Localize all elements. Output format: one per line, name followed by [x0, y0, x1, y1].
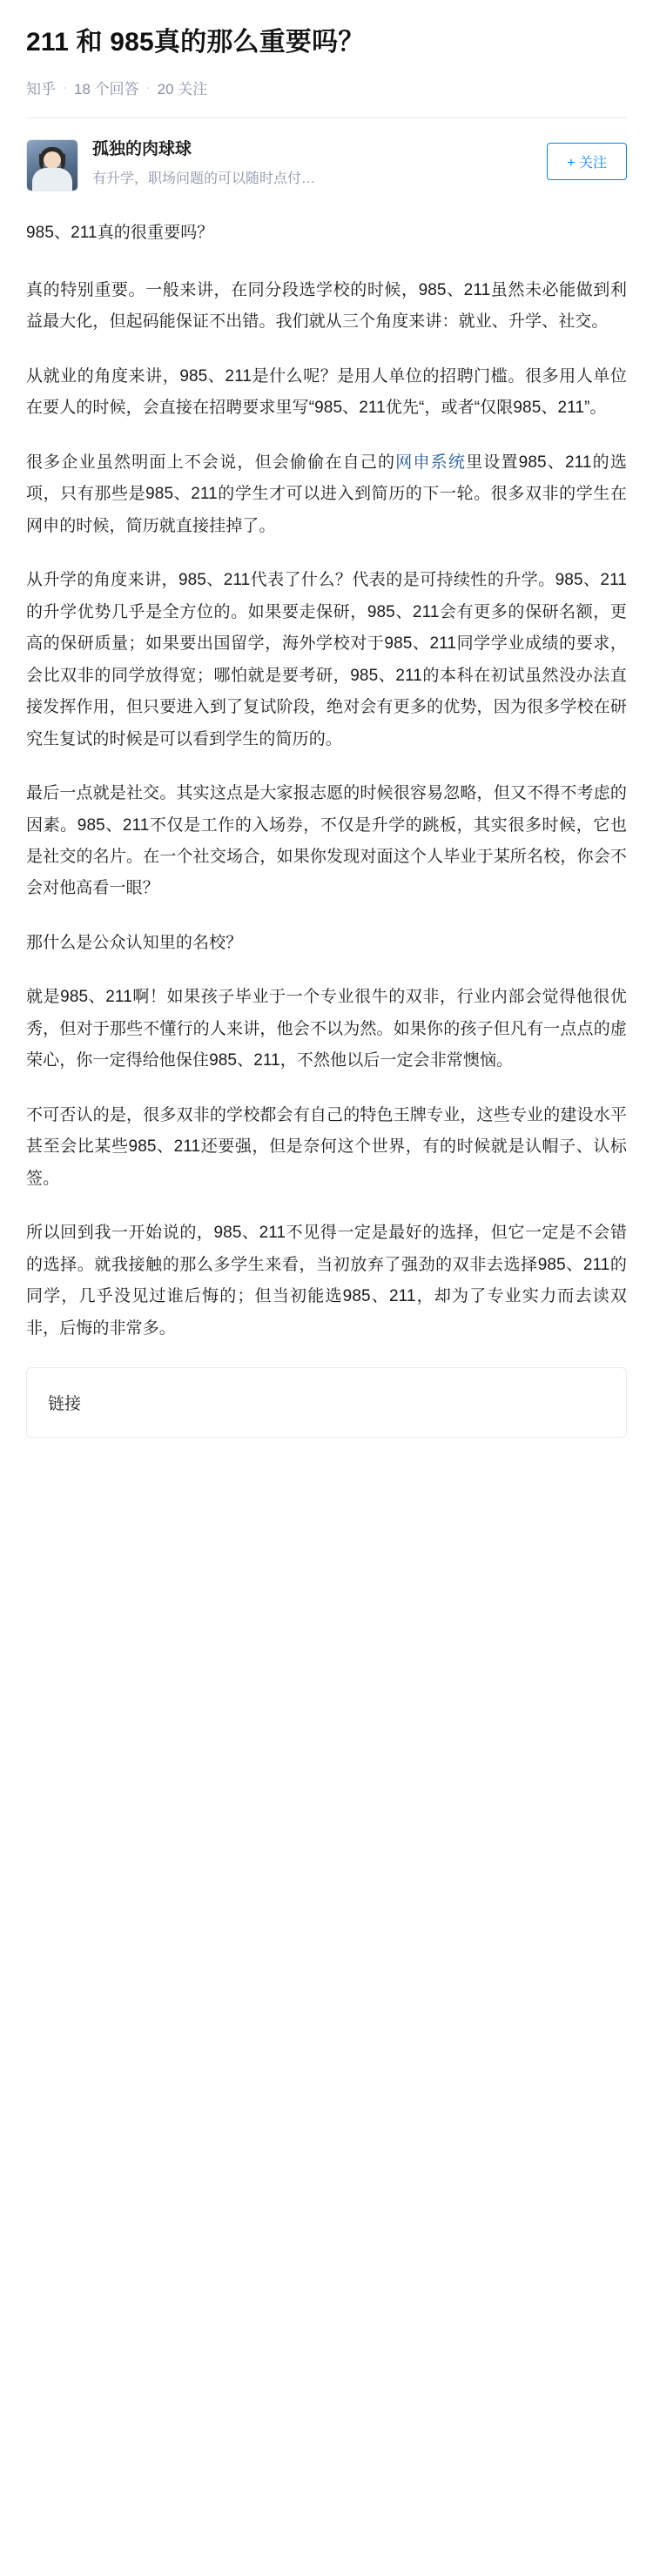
paragraph: 不可否认的是，很多双非的学校都会有自己的特色王牌专业，这些专业的建设水平甚至会比某些985、211还要强，但是奈何这个世界，有的时候就是认帽子、认标签。 [26, 1105, 627, 1188]
paragraph: 就是985、211啊！如果孩子毕业于一个专业很牛的双非，行业内部会觉得他很优秀，但对于那些不懂行的人来讲，他会不以为然。如果你的孩子但凡有一点点的虚荣心，你一定得给他保住985、211，不然他以后一定会非常懊恼。 [26, 988, 627, 1070]
follow-count: 20 关注 [157, 80, 208, 97]
meta-separator-2: · [145, 79, 151, 95]
paragraph: 从就业的角度来讲，985、211是什么呢？是用人单位的招聘门槛。很多用人单位在要人的时候，会直接在招聘要求里写“985、211优先“，或者“仅限985、211”。 [26, 366, 627, 418]
avatar-face [44, 151, 61, 169]
paragraph-with-link [26, 447, 627, 542]
paragraph: 所以回到我一开始说的，985、211不见得一定是最好的选择，但它一定是不会错的选择。就我接触的那么多学生来看，当初放弃了强劲的双非去选择985、211的同学，几乎没见过谁后悔的；但当初能选985、211，却为了专业实力而去读双非，后悔的非常多。 [26, 1224, 627, 1338]
paragraph: 985、211真的很重要吗？ [26, 223, 214, 242]
author-bio: 有升学，职场问题的可以随时点付… [92, 171, 316, 187]
inline-link[interactable]: 网申系统 [395, 453, 467, 472]
paragraph: 从升学的角度来讲，985、211代表了什么？代表的是可持续性的升学。985、211的升学优势几乎是全方位的。如果要走保研，985、211会有更多的保研名额，更高的保研质量；如果要出国留学，海外学校对于985、211同学学业成绩的要求，会比双非的同学放得宽；哪怕就是要考研，985、211的本科在初试虽然没办法直接发挥作用，但只要进入到了复试阶段，绝对会有更多的优势，因为很多学校在研究生复试的时候是可以看到学生的简历的。 [26, 571, 627, 748]
author-info [78, 139, 547, 188]
paragraph-text-after: 里设置985、211的选项，只有那些是985、211的学生才可以进入到简历的下一轮。很多双非的学生在网申的时候，简历就直接挂掉了。 [26, 453, 627, 535]
page-title: 211 和 985真的那么重要吗？ [26, 28, 365, 57]
follow-button[interactable]: + 关注 [547, 143, 627, 180]
answer-count: 18 个回答 [74, 80, 139, 97]
paragraph: 最后一点就是社交。其实这点是大家报志愿的时候很容易忽略，但又不得不考虑的因素。985、211不仅是工作的入场券，不仅是升学的跳板，其实很多时候，它也是社交的名片。在一个社交场合，如果你发现对面这个人毕业于某所名校，你会不会对他高看一眼？ [26, 784, 627, 898]
avatar[interactable] [26, 139, 78, 191]
link-card-label: 链接 [48, 1395, 82, 1414]
source-label: 知乎 [26, 80, 56, 97]
article-header [0, 3, 653, 118]
article-content [0, 191, 653, 1345]
meta-separator-1: · [63, 79, 67, 95]
paragraph: 那什么是公众认知里的名校？ [26, 933, 243, 952]
author-name[interactable]: 孤独的肉球球 [92, 139, 192, 158]
author-block [0, 118, 653, 191]
avatar-body [32, 168, 72, 191]
link-card[interactable] [26, 1367, 627, 1438]
paragraph: 真的特别重要。一般来讲，在同分段选学校的时候，985、211虽然未必能做到利益最大化，但起码能保证不出错。我们就从三个角度来讲：就业、升学、社交。 [26, 280, 627, 332]
bottom-spacer [0, 1438, 653, 1490]
paragraph-text-before: 很多企业虽然明面上不会说，但会偷偷在自己的 [26, 453, 396, 472]
article-meta [26, 77, 627, 98]
